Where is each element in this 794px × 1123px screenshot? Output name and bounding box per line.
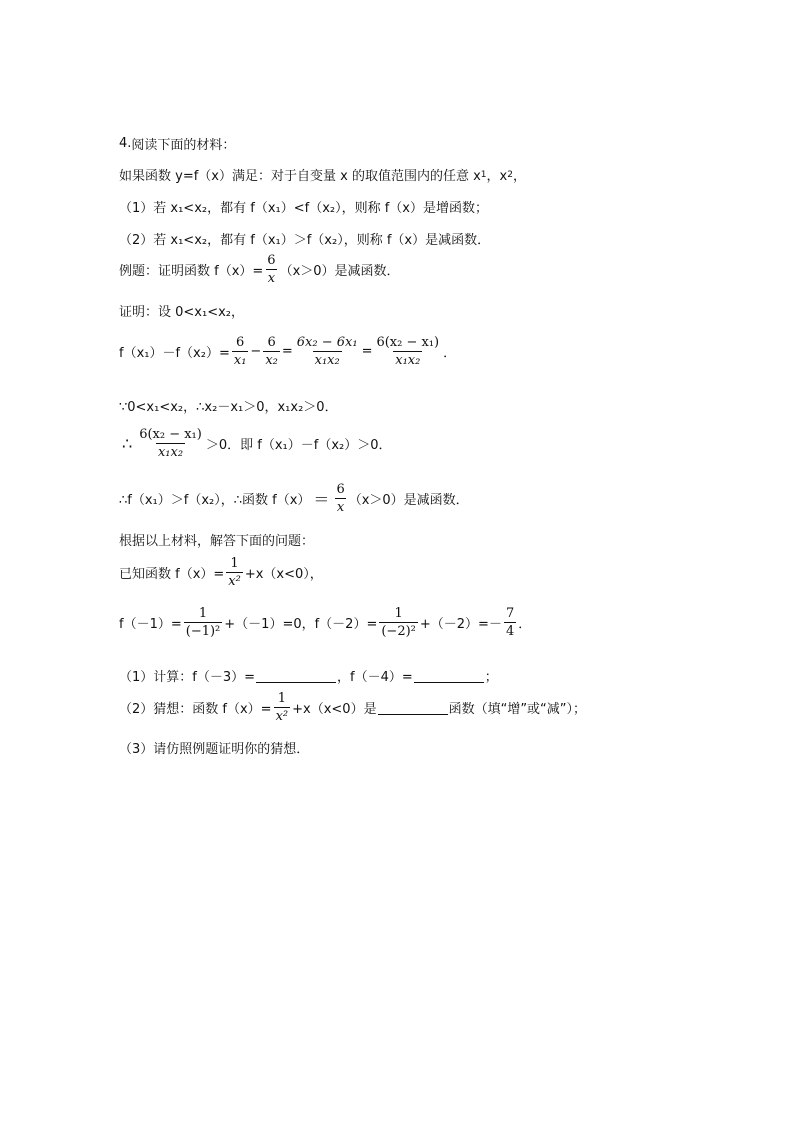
intro-separator: ，x [486,169,508,184]
calc-f-neg1: f（－1）= [119,617,182,632]
q1-end: ； [484,670,498,685]
subscript-1: 1 [480,169,487,180]
denominator: 4 [505,624,515,639]
q1-middle: ，f（－4）= [337,670,413,685]
numerator: 7 [505,606,515,621]
numerator: 1 [394,606,403,621]
denominator: x₁x₂ [157,445,184,460]
proof-intro-text: 证明：设 0<x₁<x₂， [119,305,244,320]
equals-sign: = [281,344,293,359]
numerator: 6 [235,335,245,350]
fraction-6-over-x [334,483,346,514]
minus-sign: − [250,344,262,359]
definition-intro [119,165,526,184]
since-line [119,396,338,415]
denominator: x [336,500,345,515]
question-3 [119,738,309,757]
numerator: 6(x₂ − x₁) [376,335,440,350]
denominator: x [267,271,276,286]
q1-prefix: （1）计算：f（－3）= [119,670,256,685]
fraction-1-over-neg2-squared [379,607,418,638]
therefore-text: ＞0．即 f（x₁）－f（x₂）＞0． [205,438,392,453]
q2-suffix: 函数（填“增”或“减”）； [448,702,587,717]
condition-2-text: （2）若 x₁<x₂，都有 f（x₁）＞f（x₂），则称 f（x）是减函数． [119,233,491,248]
example-statement [119,254,400,285]
given-function [119,557,323,588]
conclusion-line [119,483,469,514]
numerator: 6 [336,482,345,497]
denominator: x² [275,709,289,724]
since-text: ∵0<x₁<x₂，∴x₂－x₁＞0，x₁x₂＞0． [119,400,338,415]
example-prefix: 例题：证明函数 f（x）= [119,264,264,279]
numerator: 6 [267,253,276,268]
equals-sign: ＝ [313,490,330,509]
denominator: x² [228,574,241,589]
conclusion-prefix: ∴f（x₁）＞f（x₂），∴函数 f（x） [119,493,311,508]
fraction-1-over-neg1-squared [184,607,223,638]
fraction-factored-2 [137,428,204,459]
denominator: x₁x₂ [314,353,340,368]
based-on-line [119,530,314,549]
calc-middle-1: +（－1）=0，f（－2）= [224,617,378,632]
example-calculations [119,607,531,638]
question-1 [119,666,498,685]
fraction-7-over-4 [504,607,516,638]
equals-sign: = [361,344,373,359]
answer-blank-f-neg3[interactable] [256,668,336,683]
subscript-2: 2 [507,169,513,180]
fraction-factored [374,336,441,367]
answer-blank-monotonicity[interactable] [378,700,448,715]
answer-blank-f-neg4[interactable] [414,668,484,683]
fraction-1-over-x2 [274,692,291,723]
denominator: x₂ [265,353,278,368]
numerator: 6(x₂ − x₁) [139,427,202,442]
fraction-1-over-x2 [226,557,243,588]
q2-prefix: （2）猜想：函数 f（x）= [119,702,272,717]
denominator: (−2)² [381,624,416,639]
given-suffix: +x（x<0）， [244,567,323,582]
conclusion-suffix: （x＞0）是减函数． [348,493,469,508]
question-title-text: 阅读下面的材料： [131,138,236,153]
numerator: 6 [267,335,276,350]
condition-1-text: （1）若 x₁<x₂，都有 f（x₁）<f（x₂），则称 f（x）是增函数； [119,201,488,216]
q3-text: （3）请仿照例题证明你的猜想． [119,742,310,757]
fraction-6-over-x [265,254,277,285]
therefore-line [119,428,392,459]
question-2 [119,692,586,723]
difference-lhs: f（x₁）－f（x₂）= [119,346,230,361]
fraction-6-over-x2 [263,336,280,367]
period: ． [518,617,532,632]
given-prefix: 已知函数 f（x）= [119,567,225,582]
q2-middle: +x（x<0）是 [292,702,377,717]
fraction-combined [295,336,360,367]
condition-increasing [119,197,488,216]
fraction-6-over-x1 [232,336,249,367]
numerator: 6x₂ − 6x₁ [296,335,358,350]
intro-text: 如果函数 y=f（x）满足：对于自变量 x 的取值范围内的任意 x [119,169,481,184]
proof-intro [119,301,244,320]
condition-decreasing [119,229,490,248]
question-number: 4. [119,136,132,151]
calc-middle-2: +（－2）=－ [419,617,502,632]
numerator: 1 [198,606,208,621]
question-title [119,134,235,153]
therefore-symbol: ∴ [122,434,133,453]
period: ． [443,346,457,361]
numerator: 1 [230,556,239,571]
denominator: x₁x₂ [395,353,421,368]
example-suffix: （x＞0）是减函数． [279,264,400,279]
numerator: 1 [277,691,286,706]
denominator: x₁ [233,353,247,368]
denominator: (−1)² [185,624,221,639]
intro-end: ， [512,169,526,184]
difference-computation [119,336,456,367]
based-on-text: 根据以上材料，解答下面的问题： [119,534,315,549]
